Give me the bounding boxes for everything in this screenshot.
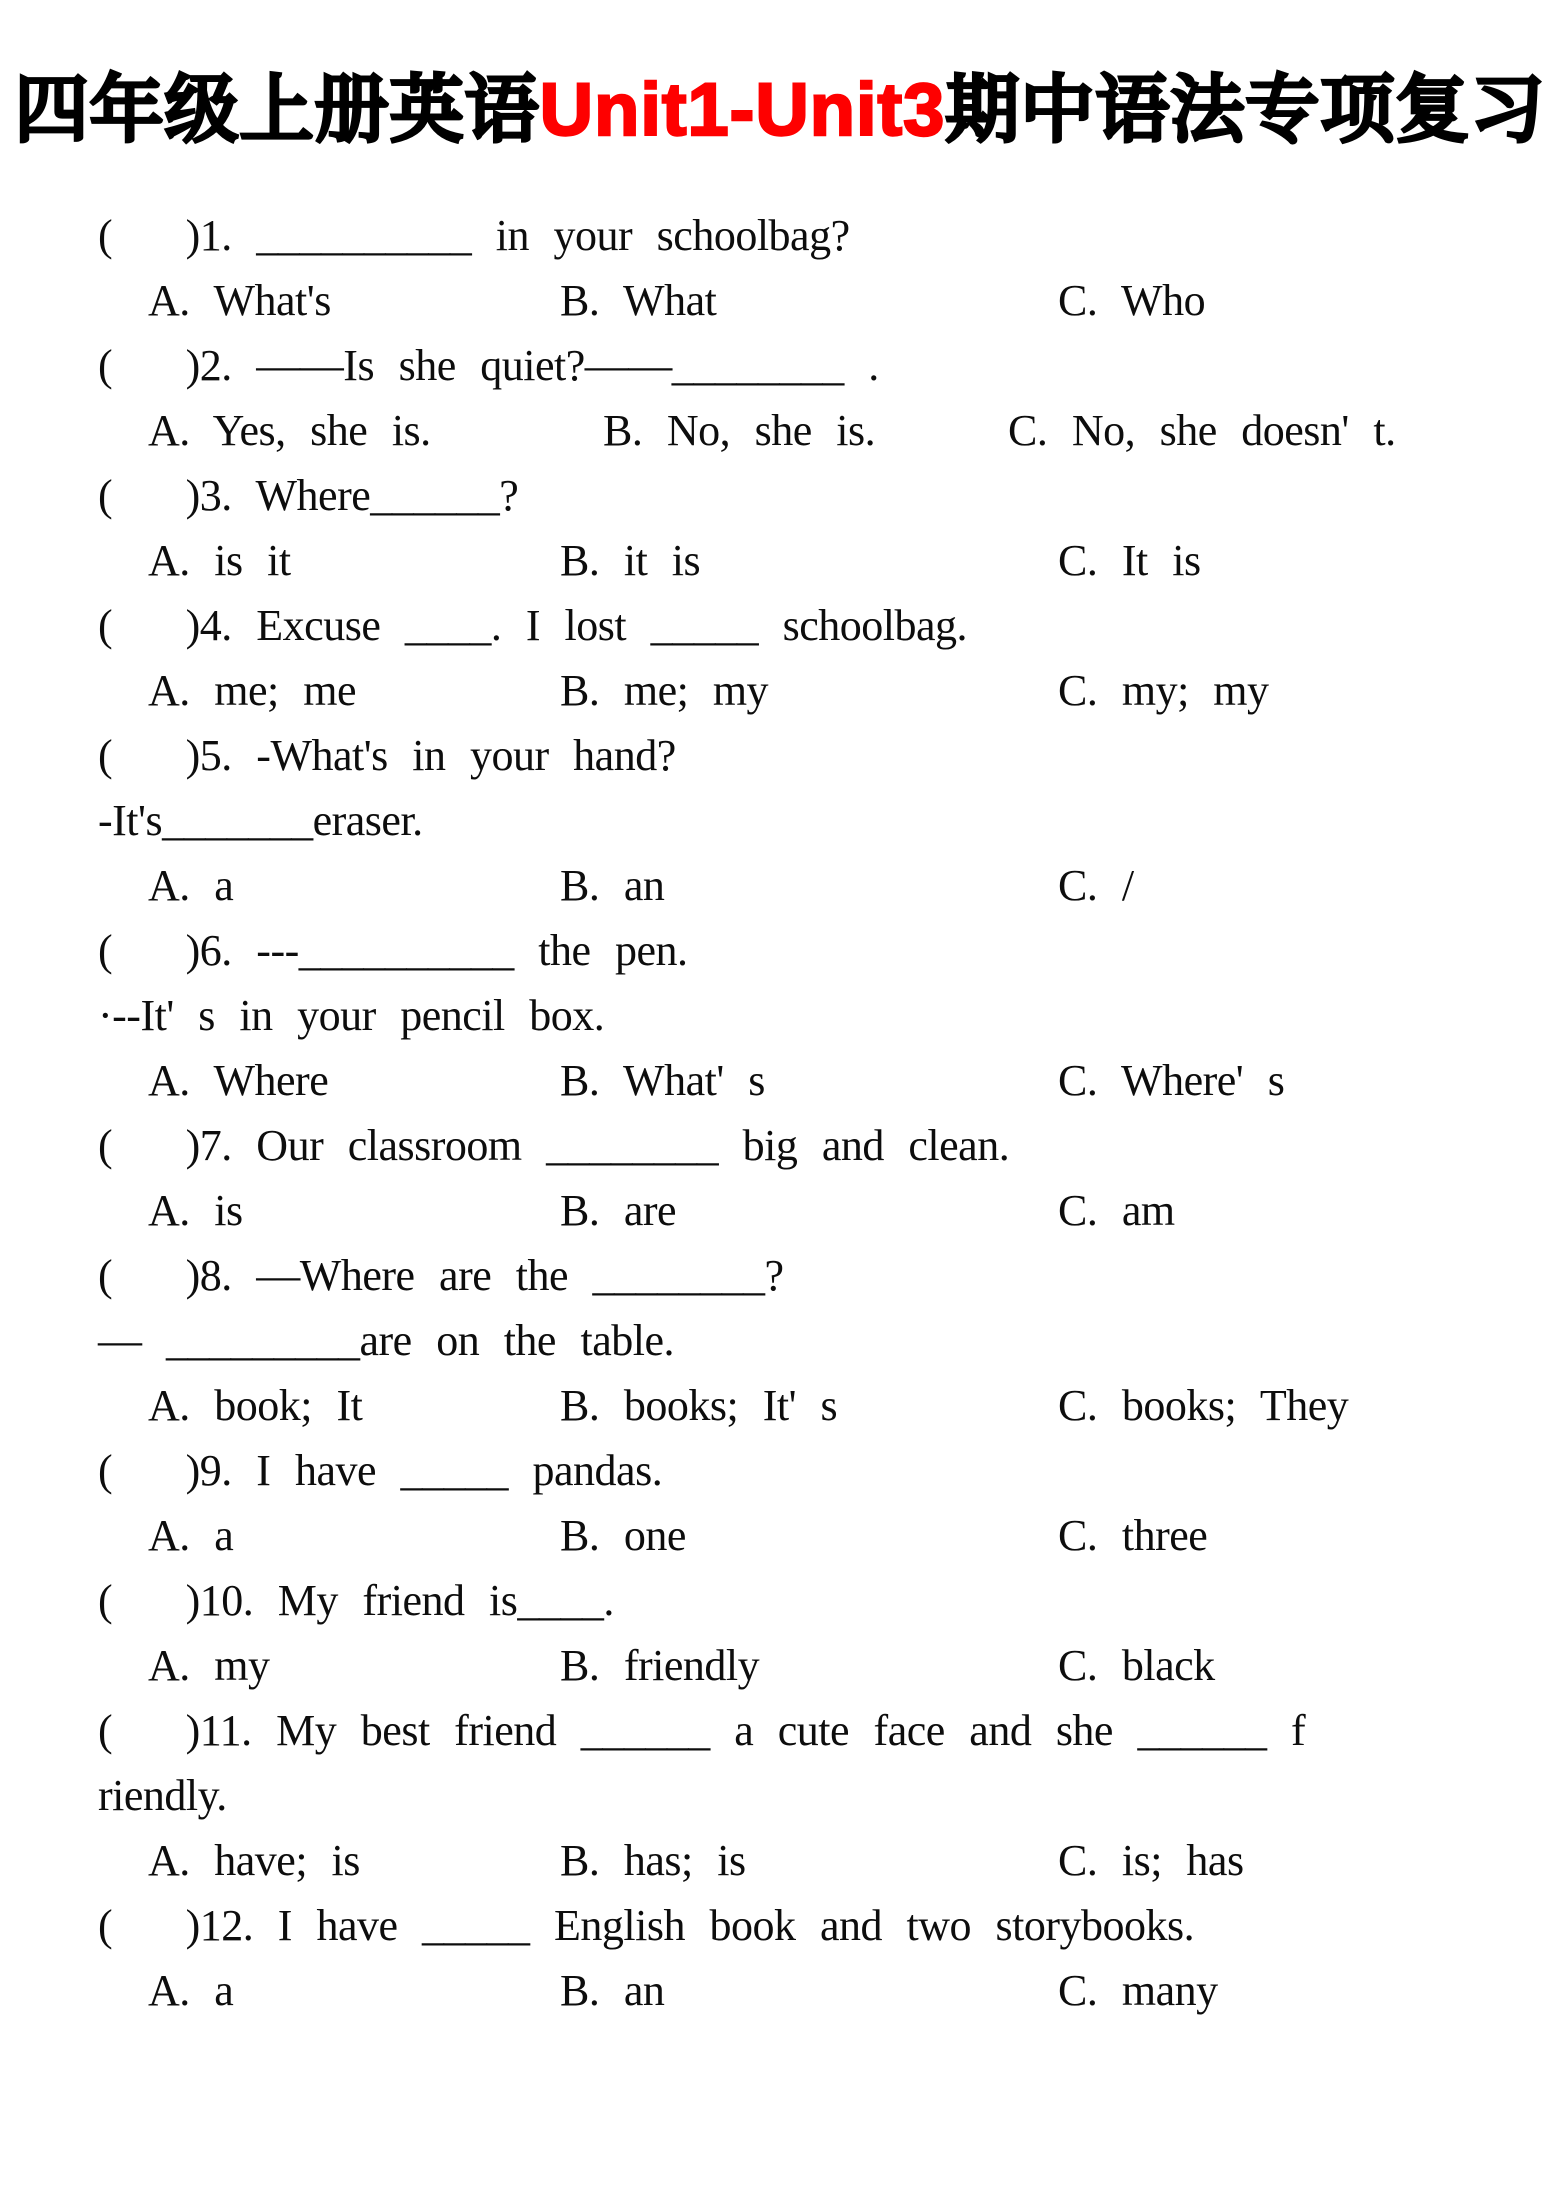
option-c: C. Where' s: [1058, 1056, 1285, 1105]
option-c: C. It is: [1058, 536, 1201, 585]
question-10-options: [0, 1633, 1560, 1698]
option-b: B. What: [560, 276, 717, 325]
question-9-line: ( )9. I have _____ pandas.: [98, 1446, 663, 1495]
question-12-options: [0, 1958, 1560, 2023]
option-a: A. is: [148, 1186, 243, 1235]
question-6-line: ( )6. ---__________ the pen.: [98, 926, 688, 975]
option-a: A. a: [148, 1966, 234, 2015]
option-a: A. have; is: [148, 1836, 360, 1885]
question-8-options: [0, 1373, 1560, 1438]
question-8-answer-line: — _________are on the table.: [98, 1316, 674, 1365]
question-4-options: [0, 658, 1560, 723]
page-title: [0, 0, 1560, 158]
option-a: A. Where: [148, 1056, 329, 1105]
question-10-line: ( )10. My friend is____.: [98, 1576, 614, 1625]
option-a: A. me; me: [148, 666, 357, 715]
option-b: B. an: [560, 861, 665, 910]
question-6-answer-line: ·--It' s in your pencil box.: [98, 991, 605, 1040]
questions-section: [0, 203, 1560, 2023]
option-a: A. a: [148, 1511, 234, 1560]
option-b: B. one: [560, 1511, 686, 1560]
option-a: A. book; It: [148, 1381, 363, 1430]
option-b: B. an: [560, 1966, 665, 2015]
question-9-options: [0, 1503, 1560, 1568]
question-11-options: [0, 1828, 1560, 1893]
option-b: B. books; It' s: [560, 1381, 838, 1430]
option-b: B. me; my: [560, 666, 769, 715]
question-3-line: ( )3. Where______?: [98, 471, 519, 520]
option-c: C. black: [1058, 1641, 1215, 1690]
question-4-line: ( )4. Excuse ____. I lost _____ schoolbag.: [98, 601, 967, 650]
question-3-options: [0, 528, 1560, 593]
option-c: C. my; my: [1058, 666, 1269, 715]
question-8-line: ( )8. —Where are the ________?: [98, 1251, 784, 1300]
option-c: C. many: [1058, 1966, 1218, 2015]
option-c: C. No, she doesn' t.: [1008, 406, 1396, 455]
question-11-wrap-line: riendly.: [98, 1771, 227, 1820]
option-a: A. a: [148, 861, 234, 910]
option-c: C. is; has: [1058, 1836, 1244, 1885]
option-b: B. are: [560, 1186, 677, 1235]
option-c: C. books; They: [1058, 1381, 1349, 1430]
option-b: B. What' s: [560, 1056, 765, 1105]
title-highlight: Unit1-Unit3: [539, 68, 946, 151]
option-b: B. friendly: [560, 1641, 760, 1690]
question-6-options: [0, 1048, 1560, 1113]
question-2-line: ( )2. ——Is she quiet?——________ .: [98, 341, 879, 390]
question-2-options: [0, 398, 1560, 463]
option-a: A. is it: [148, 536, 291, 585]
option-c: C. am: [1058, 1186, 1175, 1235]
option-b: B. No, she is.: [603, 406, 876, 455]
question-1-options: [0, 268, 1560, 333]
question-5-line: ( )5. -What's in your hand?: [98, 731, 676, 780]
option-b: B. it is: [560, 536, 701, 585]
question-7-options: [0, 1178, 1560, 1243]
question-11-line: ( )11. My best friend ______ a cute face and she ______ f: [98, 1706, 1306, 1755]
option-c: C. three: [1058, 1511, 1208, 1560]
option-c: C. Who: [1058, 276, 1206, 325]
question-7-line: ( )7. Our classroom ________ big and clean.: [98, 1121, 1010, 1170]
title-text-right: 期中语法专项复习: [945, 68, 1546, 151]
question-5-options: [0, 853, 1560, 918]
option-a: A. my: [148, 1641, 270, 1690]
title-text-left: 四年级上册英语: [14, 68, 540, 151]
option-c: C. /: [1058, 861, 1134, 910]
option-b: B. has; is: [560, 1836, 746, 1885]
question-12-line: ( )12. I have _____ English book and two storybooks.: [98, 1901, 1195, 1950]
option-a: A. What's: [148, 276, 331, 325]
option-a: A. Yes, she is.: [148, 406, 431, 455]
question-5-answer-line: -It's_______eraser.: [98, 796, 423, 845]
question-1-line: ( )1. __________ in your schoolbag?: [98, 211, 850, 260]
